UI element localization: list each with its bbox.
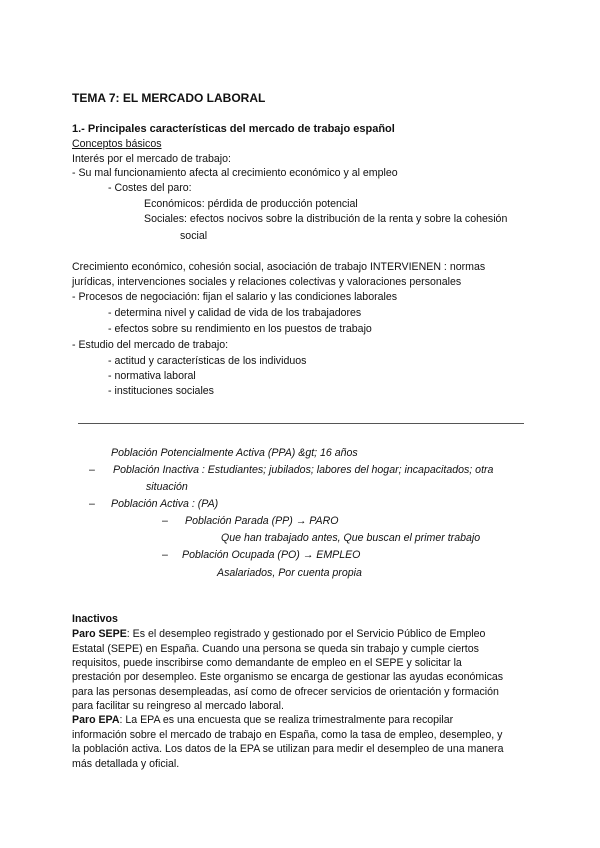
text-line: Económicos: pérdida de producción potencial: [144, 198, 358, 210]
text-line: Sociales: efectos nocivos sobre la distribución de la renta y sobre la cohesión: [144, 213, 508, 225]
text-line: para las personas desempleadas, así como de ofrecer servicios de orientación y formación: [72, 686, 499, 698]
section-heading: 1.- Principales características del mercado de trabajo español: [72, 123, 395, 135]
population-parada-detail: Que han trabajado antes, Que buscan el primer trabajo: [221, 532, 481, 544]
paro-sepe-line: [72, 627, 485, 641]
population-ppa: Población Potencialmente Activa (PPA) &gt; 16 años: [111, 447, 358, 459]
paro-sepe-label: Paro SEPE: [72, 628, 127, 640]
list-dash: –: [162, 515, 168, 527]
text-line: social: [180, 230, 208, 242]
text-line: jurídicas, intervenciones sociales y relaciones colectivas y valoraciones personales: [72, 276, 462, 288]
population-inactiva: Población Inactiva : Estudiantes; jubilados; labores del hogar; incapacitados; otra: [113, 464, 494, 476]
paro-sepe-text: : Es el desempleo registrado y gestionado por el Servicio Público de Empleo: [126, 628, 486, 640]
paro-epa-label: Paro EPA: [72, 714, 120, 726]
text-line: - Procesos de negociación: fijan el salario y las condiciones laborales: [72, 291, 398, 303]
divider: [78, 423, 524, 424]
population-activa: Población Activa : (PA): [111, 498, 219, 510]
text-line: la población activa. Los datos de la EPA se utilizan para medir el desempleo de una manera: [72, 743, 504, 755]
text-line: - Costes del paro:: [108, 182, 192, 194]
population-parada: Población Parada (PP) → PARO: [185, 515, 339, 527]
list-dash: –: [162, 549, 168, 561]
text-line: Crecimiento económico, cohesión social, asociación de trabajo INTERVIENEN : normas: [72, 261, 486, 273]
section-subheading: Conceptos básicos: [72, 138, 162, 150]
population-inactiva-cont: situación: [146, 481, 188, 493]
list-dash: –: [89, 498, 95, 510]
text-line: - efectos sobre su rendimiento en los puestos de trabajo: [108, 323, 372, 335]
text-line: Interés por el mercado de trabajo:: [72, 153, 231, 165]
population-ocupada: Población Ocupada (PO) → EMPLEO: [182, 549, 361, 561]
text-line: - Su mal funcionamiento afecta al crecimiento económico y al empleo: [72, 167, 398, 179]
text-line: - instituciones sociales: [108, 385, 214, 397]
text-line: - normativa laboral: [108, 370, 196, 382]
text-line: requisitos, puede inscribirse como demandante de empleo en el SEPE y solicitar la: [72, 657, 462, 669]
document-title: TEMA 7: EL MERCADO LABORAL: [72, 91, 266, 105]
text-line: para facilitar su reingreso al mercado laboral.: [72, 700, 284, 712]
text-line: Estatal (SEPE) en España. Cuando una persona se queda sin trabajo y cumple ciertos: [72, 643, 479, 655]
text-line: - determina nivel y calidad de vida de los trabajadores: [108, 307, 362, 319]
text-line: prestación por desempleo. Este organismo se encarga de gestionar las ayudas económicas: [72, 671, 504, 683]
list-dash: –: [89, 464, 95, 476]
paro-epa-text: : La EPA es una encuesta que se realiza trimestralmente para recopilar: [119, 714, 454, 726]
text-line: - Estudio del mercado de trabajo:: [72, 339, 229, 351]
text-line: más detallada y oficial.: [72, 758, 180, 770]
text-line: información sobre el mercado de trabajo en España, como la tasa de empleo, desempleo, y: [72, 729, 503, 741]
population-ocupada-detail: Asalariados, Por cuenta propia: [217, 567, 362, 579]
inactivos-heading: Inactivos: [72, 613, 118, 625]
text-line: - actitud y características de los individuos: [108, 355, 307, 367]
paro-epa-line: [72, 713, 453, 727]
